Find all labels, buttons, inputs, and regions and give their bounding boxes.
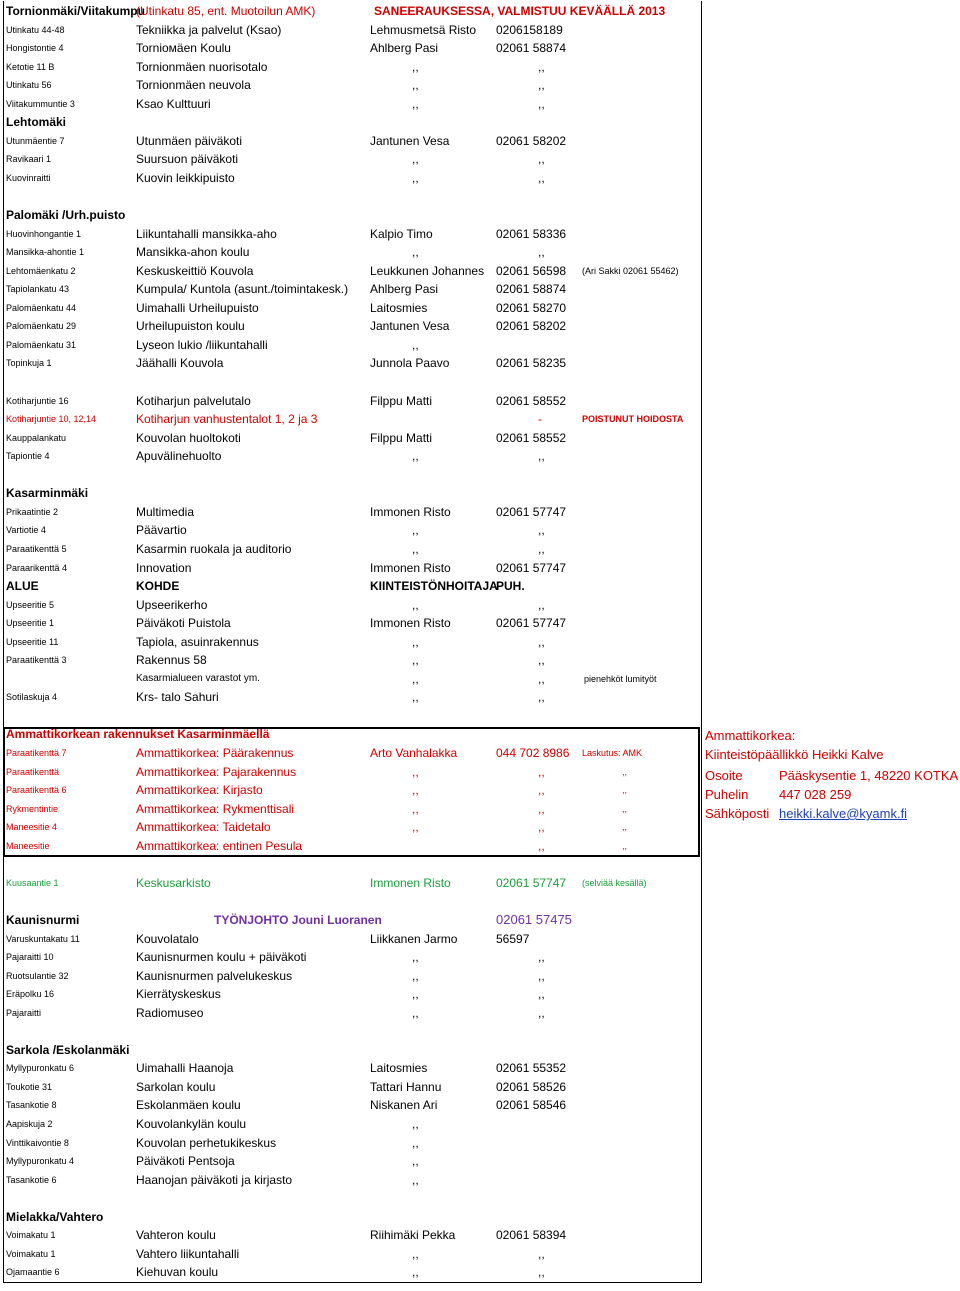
address-cell: Palomäenkatu 31 — [6, 339, 77, 350]
building-cell: Vahtero liikuntahalli — [136, 1246, 240, 1261]
address-cell: Vinttikaivontie 8 — [6, 1137, 69, 1148]
caretaker-cell: Filppu Matti — [370, 393, 433, 408]
phone-cell: ,, — [538, 838, 545, 853]
building-cell: Innovation — [136, 560, 192, 575]
building-cell: Kotiharjun palvelutalo — [136, 393, 251, 408]
building-cell: Mansikka-ahon koulu — [136, 245, 250, 260]
caretaker-cell: ,, — [412, 671, 419, 686]
phone-cell: ,, — [538, 152, 545, 167]
address-cell: Kauppalankatu — [6, 432, 67, 443]
caretaker-cell: SANEERAUKSESSA, VALMISTUU KEVÄÄLLÄ 2013 — [374, 4, 666, 18]
building-cell: Lyseon lukio /liikuntahalli — [136, 337, 268, 352]
building-cell: (Utinkatu 85, ent. Muotoilun AMK) — [136, 4, 316, 18]
address-cell: Palomäenkatu 44 — [6, 302, 77, 313]
caretaker-cell: Laitosmies — [370, 300, 428, 315]
address-cell: Ravikaari 1 — [6, 154, 52, 165]
caretaker-cell: ,, — [412, 597, 419, 612]
left-border — [3, 1, 4, 1282]
phone-cell: 044 702 8986 — [496, 746, 570, 760]
caretaker-cell: ,, — [412, 541, 419, 556]
address-cell: Tornionmäki/Viitakumpu — [6, 4, 145, 18]
phone-cell: ,, — [538, 987, 545, 1002]
phone-cell: ,, — [538, 59, 545, 74]
phone-cell: ,, — [538, 523, 545, 538]
building-cell: Tornionmäen nuorisotalo — [136, 59, 268, 74]
phone-cell: 02061 56598 — [496, 263, 567, 278]
address-cell: Upseeritie 11 — [6, 636, 59, 647]
phone-cell: ,, — [538, 950, 545, 965]
caretaker-cell: ,, — [412, 764, 419, 779]
address-cell: Kuusaantie 1 — [6, 877, 59, 888]
address-cell: Palomäenkatu 29 — [6, 321, 77, 332]
building-cell: Keskusarkisto — [136, 875, 211, 890]
phone-cell: 02061 58202 — [496, 319, 567, 334]
phone-cell: 56597 — [496, 931, 530, 946]
building-cell: Kaunisnurmen koulu + päiväkoti — [136, 950, 307, 965]
address-cell: Tapiontie 4 — [6, 451, 50, 462]
caretaker-cell: ,, — [412, 523, 419, 538]
phone-cell: ,, — [538, 541, 545, 556]
address-cell: Paraatikenttä 3 — [6, 655, 67, 666]
phone-cell: 02061 55352 — [496, 1061, 567, 1076]
caretaker-cell: Immonen Risto — [370, 560, 451, 575]
address-cell: Utunmäentie 7 — [6, 135, 65, 146]
address-cell: Varuskuntakatu 11 — [6, 933, 80, 944]
caretaker-cell: Lehmusmetsä Risto — [370, 22, 477, 37]
caretaker-cell: Jantunen Vesa — [370, 319, 450, 334]
address-cell: Myllypuronkatu 4 — [6, 1156, 75, 1167]
amk-info-phone-value: 447 028 259 — [779, 787, 852, 802]
address-cell: Ruotsulantie 32 — [6, 970, 69, 981]
note-cell: POISTUNUT HOIDOSTA — [582, 414, 684, 425]
building-cell: Apuvälinehuolto — [136, 449, 222, 464]
address-cell: Pajaraitti — [6, 1007, 42, 1018]
building-cell: Päiväkoti Puistola — [136, 616, 231, 631]
phone-cell: 02061 58394 — [496, 1228, 567, 1243]
phone-cell: 02061 58552 — [496, 393, 567, 408]
phone-cell: 02061 58202 — [496, 133, 567, 148]
building-cell: Multimedia — [136, 504, 195, 519]
address-cell: Kotiharjuntie 10, 12,14 — [6, 414, 97, 425]
building-cell: Päiväkoti Pentsoja — [136, 1154, 235, 1169]
building-cell: Radiomuseo — [136, 1005, 204, 1020]
caretaker-cell: ,, — [412, 634, 419, 649]
address-cell: Rykmentintie — [6, 803, 59, 814]
caretaker-cell: ,, — [412, 690, 419, 705]
building-cell: Kierrätyskeskus — [136, 987, 221, 1002]
caretaker-cell: Laitosmies — [370, 1061, 428, 1076]
phone-cell: ,, — [538, 783, 545, 798]
address-cell: Myllypuronkatu 6 — [6, 1063, 75, 1074]
amk-info-title: Ammattikorkea: — [705, 728, 796, 743]
building-cell: Keskuskeittiö Kouvola — [136, 263, 254, 278]
address-cell: Lehtomäenkatu 2 — [6, 265, 76, 276]
building-cell: Kuovin leikkipuisto — [136, 170, 235, 185]
address-cell: Paraatikenttä — [6, 766, 60, 777]
phone-cell: ,, — [538, 801, 545, 816]
phone-cell: ,, — [538, 1246, 545, 1261]
caretaker-cell: Liikkanen Jarmo — [370, 931, 458, 946]
caretaker-cell: ,, — [412, 1154, 419, 1169]
building-cell: Uimahalli Urheilupuisto — [136, 300, 259, 315]
phone-cell: ,, — [538, 96, 545, 111]
phone-cell: 02061 57747 — [496, 875, 567, 890]
phone-cell: ,, — [538, 597, 545, 612]
note-cell: ,, — [622, 840, 628, 851]
building-cell: Suursuon päiväkoti — [136, 152, 239, 167]
bottom-border — [3, 1282, 702, 1283]
caretaker-cell: Niskanen Ari — [370, 1098, 438, 1113]
building-cell: Tapiola, asuinrakennus — [136, 634, 259, 649]
caretaker-cell: KIINTEISTÖNHOITAJA — [370, 579, 498, 594]
note-cell: (Ari Sakki 02061 55462) — [582, 265, 679, 276]
caretaker-cell: Riihimäki Pekka — [370, 1228, 456, 1243]
caretaker-cell: ,, — [412, 801, 419, 816]
address-cell: Lehtomäki — [6, 115, 67, 130]
right-border — [701, 1, 702, 1282]
building-cell: Haanojan päiväkoti ja kirjasto — [136, 1172, 293, 1187]
note-cell: (selviää kesällä) — [582, 877, 647, 888]
note-cell: ,, — [622, 822, 628, 833]
phone-cell: PUH. — [496, 579, 525, 594]
address-cell: Utinkatu 56 — [6, 80, 52, 91]
caretaker-cell: ,, — [412, 1005, 419, 1020]
note-cell: ,, — [622, 785, 628, 796]
address-cell: Sarkola /Eskolanmäki — [6, 1042, 130, 1057]
building-cell: Eskolanmäen koulu — [136, 1098, 241, 1113]
address-cell: Huovinhongantie 1 — [6, 228, 82, 239]
phone-cell: ,, — [538, 634, 545, 649]
caretaker-cell: ,, — [412, 653, 419, 668]
caretaker-cell: ,, — [412, 96, 419, 111]
note-cell: Laskutus: AMK — [582, 748, 643, 758]
building-cell: Liikuntahalli mansikka-aho — [136, 226, 277, 241]
building-cell: Päävartio — [136, 523, 187, 538]
caretaker-cell: Immonen Risto — [370, 504, 451, 519]
phone-cell: ,, — [538, 170, 545, 185]
caretaker-cell: Arto Vanhalakka — [370, 746, 458, 760]
address-cell: Ketotie 11 B — [6, 61, 55, 72]
phone-cell: ,, — [538, 78, 545, 93]
address-cell: Kuovinraitti — [6, 172, 51, 183]
address-cell: Vartiotie 4 — [6, 525, 46, 536]
building-cell: Tornionmäen neuvola — [136, 78, 251, 93]
phone-cell: 02061 58552 — [496, 430, 567, 445]
address-cell: Paraatikenttä 5 — [6, 543, 67, 554]
caretaker-cell: Immonen Risto — [370, 875, 451, 890]
amk-info-phone-label: Puhelin — [705, 787, 749, 802]
address-cell: Tapiolankatu 43 — [6, 284, 70, 295]
address-cell: Topinkuja 1 — [6, 358, 52, 369]
caretaker-cell: ,, — [412, 449, 419, 464]
building-cell: Ammattikorkea: Kirjasto — [136, 783, 263, 798]
phone-cell: ,, — [538, 764, 545, 779]
amk-info-manager: Kiinteistöpäällikkö Heikki Kalve — [705, 747, 884, 762]
building-cell: Jäähalli Kouvola — [136, 356, 224, 371]
address-cell: Kotiharjuntie 16 — [6, 395, 69, 406]
building-cell: Krs- talo Sahuri — [136, 690, 219, 705]
caretaker-cell: Ahlberg Pasi — [370, 282, 439, 297]
address-cell: Aapiskuja 2 — [6, 1119, 53, 1129]
caretaker-cell: ,, — [412, 170, 419, 185]
building-cell: Kouvolan huoltokoti — [136, 430, 241, 445]
phone-cell: 02061 57747 — [496, 560, 567, 575]
address-cell: Upseeritie 1 — [6, 618, 55, 629]
building-cell: Kasarmialueen varastot ym. — [136, 672, 260, 684]
building-cell: Ksao Kulttuuri — [136, 96, 211, 111]
address-cell: Paraarikenttä 4 — [6, 562, 68, 573]
caretaker-cell: ,, — [412, 783, 419, 798]
building-cell: Sarkolan koulu — [136, 1079, 216, 1094]
note-cell: pienehköt lumityöt — [584, 673, 657, 684]
phone-cell: 02061 57475 — [496, 911, 572, 927]
address-cell: Paraatikenttä 6 — [6, 785, 67, 796]
building-cell: Upseerikerho — [136, 597, 208, 612]
caretaker-cell: ,, — [412, 337, 419, 352]
address-cell: ALUE — [6, 579, 39, 594]
caretaker-cell: ,, — [412, 987, 419, 1002]
phone-cell: ,, — [538, 449, 545, 464]
building-cell: Kasarmin ruokala ja auditorio — [136, 541, 292, 556]
caretaker-cell: ,, — [412, 1265, 419, 1280]
address-cell: Voimakatu 1 — [6, 1230, 56, 1241]
phone-cell: 02061 58874 — [496, 282, 567, 297]
building-cell: Kumpula/ Kuntola (asunt./toimintakesk.) — [136, 282, 349, 297]
caretaker-cell: Tattari Hannu — [370, 1079, 442, 1094]
amk-info-email-link[interactable]: heikki.kalve@kyamk.fi — [779, 806, 908, 821]
address-cell: Sotilaskuja 4 — [6, 692, 58, 703]
building-cell: Rakennus 58 — [136, 653, 207, 668]
phone-cell: 0206158189 — [496, 22, 563, 37]
caretaker-cell: Kalpio Timo — [370, 226, 433, 241]
building-cell: Kiehuvan koulu — [136, 1265, 219, 1280]
address-cell: Prikaatintie 2 — [6, 506, 59, 517]
phone-cell: 02061 58270 — [496, 300, 567, 315]
address-cell: Upseeritie 5 — [6, 599, 55, 610]
phone-cell: - — [538, 412, 542, 427]
building-cell: Tornioмäen Koulu — [136, 41, 231, 56]
phone-cell: ,, — [538, 1005, 545, 1020]
caretaker-cell: ,, — [412, 968, 419, 983]
caretaker-cell: Jantunen Vesa — [370, 133, 450, 148]
address-cell: Eräpolku 16 — [6, 989, 55, 1000]
building-cell: Urheilupuiston koulu — [136, 319, 245, 334]
address-cell: Ojamaantie 6 — [6, 1267, 60, 1278]
caretaker-cell: ,, — [412, 1246, 419, 1261]
note-cell: ,, — [622, 803, 628, 814]
address-cell: Palomäki /Urh.puisto — [6, 208, 126, 223]
address-cell: Voimakatu 1 — [6, 1248, 56, 1259]
building-cell: TYÖNJOHTO Jouni Luoranen — [214, 912, 382, 927]
phone-cell: ,, — [538, 671, 545, 686]
address-cell: Maneesitie — [6, 840, 50, 851]
caretaker-cell: Leukkunen Johannes — [370, 263, 485, 278]
phone-cell: 02061 58336 — [496, 226, 567, 241]
phone-cell: 02061 58546 — [496, 1098, 567, 1113]
caretaker-cell: ,, — [412, 78, 419, 93]
building-cell: Kotiharjun vanhustentalot 1, 2 ja 3 — [136, 412, 318, 427]
caretaker-cell: ,, — [412, 1135, 419, 1150]
caretaker-cell: ,, — [412, 1172, 419, 1187]
address-cell: Kasarminmäki — [6, 486, 89, 501]
building-cell: Ammattikorkea: Rykmenttisali — [136, 801, 295, 816]
building-cell: Ammattikorkea: entinen Pesula — [136, 838, 303, 853]
phone-cell: ,, — [538, 1265, 545, 1280]
address-cell: Utinkatu 44-48 — [6, 24, 65, 35]
caretaker-cell: ,, — [412, 152, 419, 167]
address-cell: Pajaraitti 10 — [6, 952, 54, 963]
caretaker-cell: Immonen Risto — [370, 616, 451, 631]
address-cell: Tasankotie 6 — [6, 1174, 57, 1185]
caretaker-cell: ,, — [412, 59, 419, 74]
caretaker-cell: ,, — [412, 950, 419, 965]
caretaker-cell: ,, — [412, 245, 419, 260]
phone-cell: ,, — [538, 653, 545, 668]
building-cell: Utunmäen päiväkoti — [136, 133, 243, 148]
phone-cell: ,, — [538, 245, 545, 260]
address-cell: Mielakka/Vahtero — [6, 1209, 104, 1224]
phone-cell: 02061 57747 — [496, 616, 567, 631]
building-cell: KOHDE — [136, 579, 180, 594]
building-cell: Kouvolankylän koulu — [136, 1117, 247, 1131]
address-cell: Kaunisnurmi — [6, 912, 80, 927]
building-cell: Vahteron koulu — [136, 1228, 216, 1243]
caretaker-cell: Filppu Matti — [370, 430, 433, 445]
amk-info-email-label: Sähköposti — [705, 806, 770, 821]
building-cell: Kouvolatalo — [136, 931, 199, 946]
building-cell: Ammattikorkea: Pajarakennus — [136, 764, 297, 779]
amk-info-address-label: Osoite — [705, 768, 743, 783]
note-cell: ,, — [622, 766, 628, 777]
building-cell: Ammattikorkea: Päärakennus — [136, 746, 294, 760]
address-cell: Ammattikorkean rakennukset Kasarminmäellä — [6, 727, 270, 742]
caretaker-cell: Ahlberg Pasi — [370, 41, 439, 56]
phone-cell: 02061 57747 — [496, 504, 567, 519]
address-cell: Maneesitie 4 — [6, 822, 58, 833]
address-cell: Paraatikenttä 7 — [6, 748, 67, 758]
phone-cell: ,, — [538, 820, 545, 835]
address-cell: Hongistontie 4 — [6, 43, 64, 54]
building-cell: Tekniikka ja palvelut (Ksao) — [136, 22, 282, 37]
address-cell: Mansikka-ahontie 1 — [6, 247, 85, 258]
caretaker-cell: ,, — [412, 820, 419, 835]
phone-cell: 02061 58235 — [496, 356, 567, 371]
address-cell: Tasankotie 8 — [6, 1100, 57, 1111]
phone-cell: 02061 58526 — [496, 1079, 567, 1094]
building-cell: Ammattikorkea: Taidetalo — [136, 820, 271, 835]
address-cell: Toukotie 31 — [6, 1081, 53, 1092]
phone-cell: ,, — [538, 968, 545, 983]
address-cell: Viitakummuntie 3 — [6, 98, 75, 109]
building-cell: Kouvolan perhetukikeskus — [136, 1135, 277, 1150]
phone-cell: ,, — [538, 690, 545, 705]
building-cell: Kaunisnurmen palvelukeskus — [136, 968, 293, 983]
caretaker-cell: ,, — [412, 1117, 419, 1131]
caretaker-cell: Junnola Paavo — [370, 356, 450, 371]
phone-cell: 02061 58874 — [496, 41, 567, 56]
amk-info-address-value: Pääskysentie 1, 48220 KOTKA — [779, 768, 959, 783]
building-cell: Uimahalli Haanoja — [136, 1061, 234, 1076]
